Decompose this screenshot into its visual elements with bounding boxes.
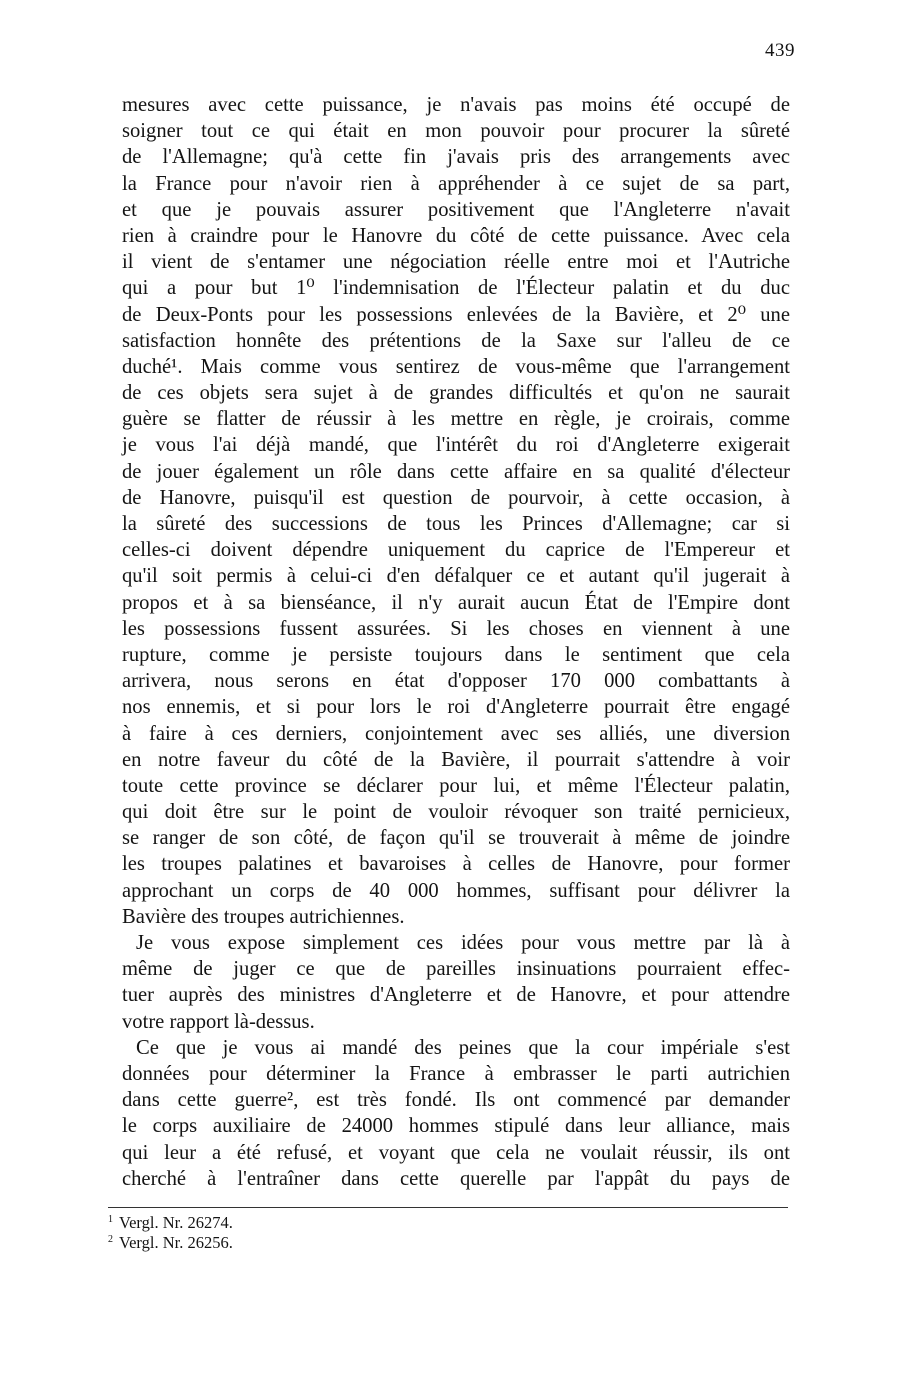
text-line: de jouer également un rôle dans cette affaire en sa qualité d'électeur [122, 460, 790, 483]
text-line: soigner tout ce qui était en mon pouvoir pour procurer la sûreté [122, 120, 790, 143]
text-line: la sûreté des successions de tous les Princes d'Allemagne; car si [122, 513, 790, 535]
text-line: cherché à l'entraîner dans cette querelle par l'appât du pays de [122, 1167, 790, 1190]
footnote-text: Vergl. Nr. 26274. [119, 1213, 233, 1232]
text-line: rien à craindre pour le Hanovre du côté de cette puissance. Avec cela [122, 224, 790, 247]
footnotes [108, 1210, 788, 1250]
text-line: nos ennemis, et si pour lors le roi d'Angleterre pourrait être engagé [122, 696, 790, 719]
text-line: de l'Allemagne; qu'à cette fin j'avais pris des arrangements avec [122, 146, 790, 169]
text-line: le corps auxiliaire de 24000 hommes stipulé dans leur alliance, mais [122, 1115, 790, 1138]
footnote-divider [108, 1207, 788, 1208]
text-line: qui leur a été refusé, et voyant que cela ne voulait réussir, ils ont [122, 1141, 790, 1164]
footnote-text: Vergl. Nr. 26256. [119, 1233, 233, 1252]
text-line: je vous l'ai déjà mandé, que l'intérêt du roi d'Angleterre exigerait [122, 434, 790, 457]
text-line: les possessions fussent assurées. Si les choses en viennent à une [122, 617, 790, 640]
text-line: se ranger de son côté, de façon qu'il se trouverait à même de joindre [122, 827, 790, 850]
text-line: qui a pour but 1⁰ l'indemnisation de l'Électeur palatin et du duc [122, 277, 790, 300]
footnote [108, 1230, 788, 1250]
text-line: propos et à sa bienséance, il n'y aurait aucun État de l'Empire dont [122, 591, 790, 614]
text-line: de Deux-Ponts pour les possessions enlevées de la Bavière, et 2⁰ une [122, 303, 790, 326]
text-line: en notre faveur du côté de la Bavière, il pourrait s'attendre à voir [122, 748, 790, 771]
text-line: duché¹. Mais comme vous sentirez de vous-même que l'arrangement [122, 355, 790, 378]
text-line: et que je pouvais assurer positivement que l'Angleterre n'avait [122, 198, 790, 221]
text-line: les troupes palatines et bavaroises à celles de Hanovre, pour former [122, 853, 790, 876]
text-line: votre rapport là-dessus. [122, 1010, 315, 1033]
text-line: à faire à ces derniers, conjointement avec ses alliés, une diversion [122, 722, 790, 745]
text-line: tuer auprès des ministres d'Angleterre et de Hanovre, et pour attendre [122, 984, 790, 1007]
body-text [122, 92, 790, 1192]
text-line: toute cette province se déclarer pour lui, et même l'Électeur palatin, [122, 774, 790, 797]
text-line: guère se flatter de réussir à les mettre en règle, je croirais, comme [122, 408, 790, 431]
text-line: Je vous expose simplement ces idées pour vous mettre par là à [136, 932, 790, 954]
text-line: celles-ci doivent dépendre uniquement du caprice de l'Empereur et [122, 539, 790, 562]
text-line: de Hanovre, puisqu'il est question de pourvoir, à cette occasion, à [122, 486, 790, 509]
text-line: qui doit être sur le point de vouloir révoquer son traité pernicieux, [122, 801, 790, 824]
text-line: mesures avec cette puissance, je n'avais pas moins été occupé de [122, 94, 790, 116]
text-line: Ce que je vous ai mandé des peines que la cour impériale s'est [136, 1036, 790, 1059]
text-line: satisfaction honnête des prétentions de la Saxe sur l'alleu de ce [122, 329, 790, 352]
footnote-marker: 1 [108, 1214, 113, 1225]
text-line: même de juger ce que de pareilles insinuations pourraient effec- [122, 958, 790, 981]
footnote-marker: 2 [108, 1234, 113, 1245]
text-line: Bavière des troupes autrichiennes. [122, 905, 405, 928]
text-line: dans cette guerre², est très fondé. Ils ont commencé par demander [122, 1089, 790, 1112]
footnote [108, 1210, 788, 1230]
text-line: qu'il soit permis à celui-ci d'en défalquer ce et autant qu'il jugerait à [122, 565, 790, 588]
text-line: de ces objets sera sujet à de grandes difficultés et qu'on ne saurait [122, 382, 790, 405]
text-line: il vient de s'entamer une négociation réelle entre moi et l'Autriche [122, 251, 790, 274]
text-line: la France pour n'avoir rien à appréhender à ce sujet de sa part, [122, 172, 790, 195]
page-number: 439 [765, 40, 795, 61]
text-line: approchant un corps de 40 000 hommes, suffisant pour délivrer la [122, 879, 790, 902]
text-line: données pour déterminer la France à embrasser le parti autrichien [122, 1062, 790, 1085]
text-line: rupture, comme je persiste toujours dans le sentiment que cela [122, 643, 790, 666]
text-line: arrivera, nous serons en état d'opposer 170 000 combattants à [122, 670, 790, 693]
